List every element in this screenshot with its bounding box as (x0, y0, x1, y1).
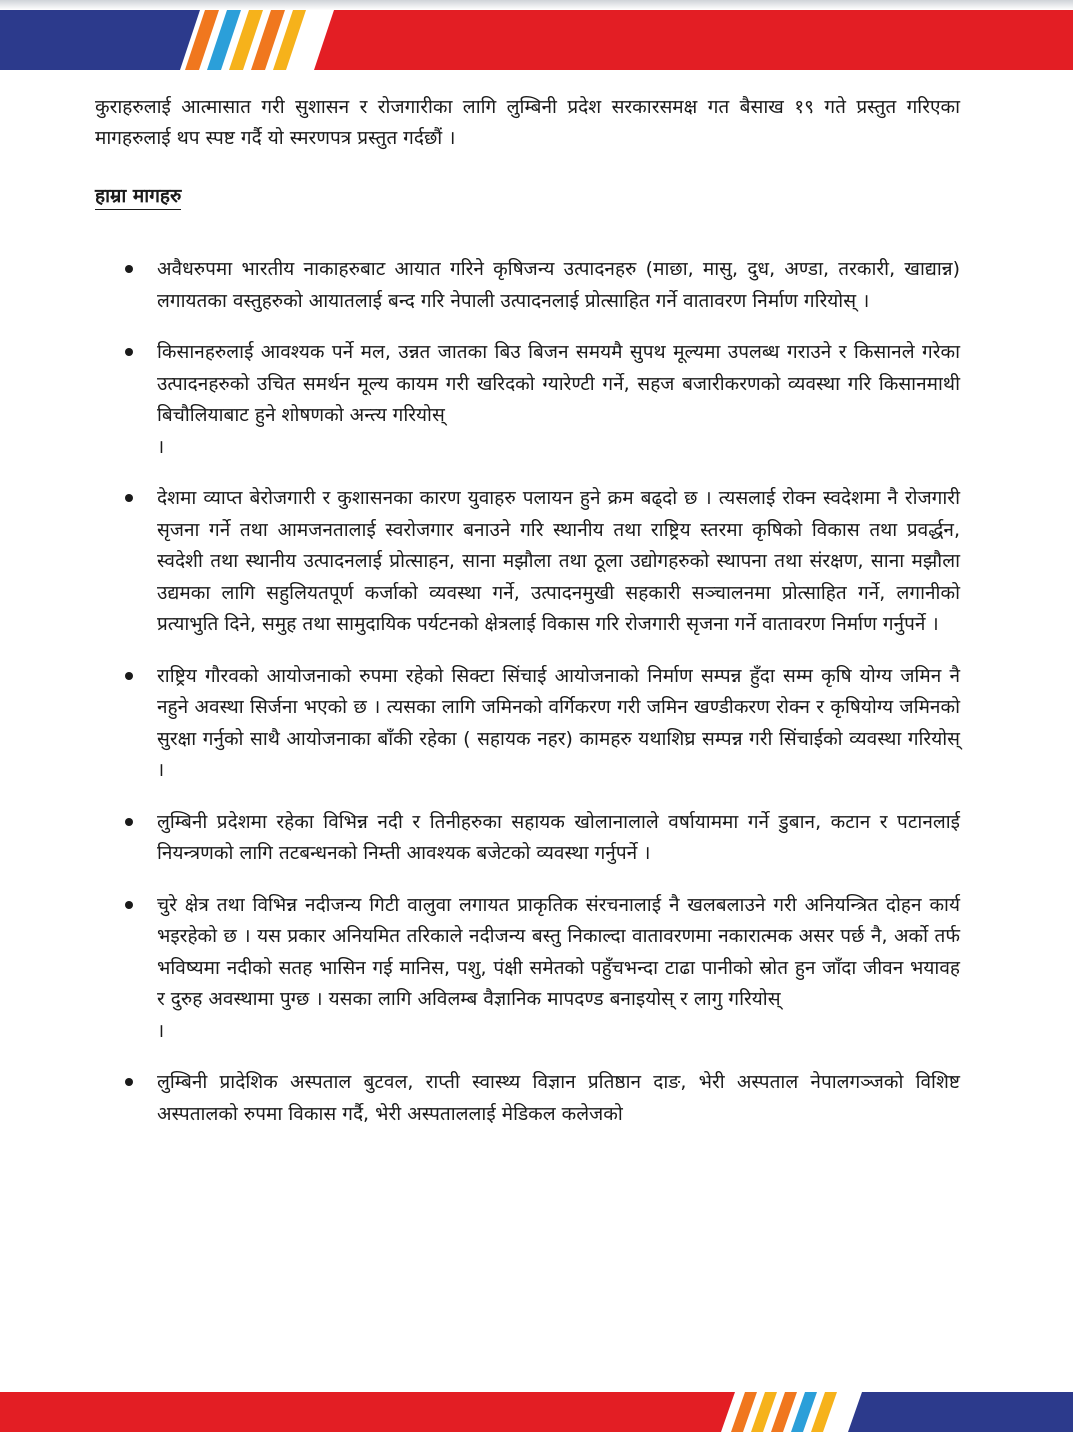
stripe-orange-1 (731, 1392, 757, 1432)
bullet-icon (125, 348, 133, 356)
demands-heading: हाम्रा मागहरु (95, 184, 181, 210)
stripe-yellow (751, 1392, 777, 1432)
header-color-band (0, 10, 1073, 70)
demand-text: चुरे क्षेत्र तथा विभिन्न नदीजन्य गिटी वालुवा लगायत प्राकृतिक संरचनालाई नै खलबलाउने गरी अनियन्त्रित दोहन कार्य भइरहेको छ । यस प्रकार अनियमित तरिकाले नदीजन्य बस्तु निकाल्दा वातावरणमा नकारात्मक असर पर्छ नै, अर्को तर्फ भविष्यमा नदीको सतह भासिन गई मानिस, पशु, पंक्षी समेतको पहुँचभन्दा टाढा पानीको स्रोत हुन जाँदा जीवन भयावह र दुरुह अवस्थामा पुग्छ । यसका लागि अविलम्ब वैज्ञानिक मापदण्ड बनाइयोस् र लागु गरियोस् (157, 893, 960, 1010)
intro-paragraph: कुराहरुलाई आत्मासात गरी सुशासन र रोजगारीका लागि लुम्बिनी प्रदेश सरकारसमक्ष गत बैसाख १९ गते प्रस्तुत गरिएका मागहरुलाई थप स्पष्ट गर्दै यो स्मरणपत्र प्रस्तुत गर्दछौं । (95, 96, 960, 149)
bullet-icon (125, 901, 133, 909)
demand-item (95, 807, 960, 870)
bullet-icon (125, 672, 133, 680)
demand-item (95, 254, 960, 317)
stripe-orange-2 (771, 1392, 797, 1432)
stripe-yellow-2 (811, 1392, 837, 1432)
document-body (95, 92, 960, 1150)
demand-item (95, 661, 960, 787)
demand-text: देशमा व्याप्त बेरोजगारी र कुशासनका कारण युवाहरु पलायन हुने क्रम बढ्दो छ । त्यसलाई रोक्न स्वदेशमा नै रोजगारी सृजना गर्ने तथा आमजनतालाई स्वरोजगार बनाउने गरि स्थानीय तथा राष्ट्रिय स्तरमा कृषिको विकास तथा प्रवर्द्धन, स्वदेशी तथा स्थानीय उत्पादनलाई प्रोत्साहन, साना मझौला तथा ठूला उद्योगहरुको स्थापना तथा संरक्षण, साना मझौला उद्यमका लागि सहुलियतपूर्ण कर्जाको व्यवस्था गर्ने, उत्पादनमुखी सहकारी सञ्चालनमा प्रोत्साहित गर्ने, लगानीको प्रत्याभुति दिने, समुह तथा सामुदायिक पर्यटनको क्षेत्रलाई विकास गरि रोजगारी सृजना गर्ने वातावरण निर्माण गर्नुपर्ने । (157, 487, 960, 635)
demand-item (95, 483, 960, 641)
band-blue (0, 10, 200, 70)
bullet-icon (125, 818, 133, 826)
demand-text: अवैधरुपमा भारतीय नाकाहरुबाट आयात गरिने कृषिजन्य उत्पादनहरु (माछा, मासु, दुध, अण्डा, तरकारी, खाद्यान्न) लगायतका वस्तुहरुको आयातलाई बन्द गरि नेपाली उत्पादनलाई प्रोत्साहित गर्ने वातावरण निर्माण गरियोस् । (157, 258, 960, 312)
bullet-icon (125, 265, 133, 273)
demand-trailing-mark: । (157, 435, 165, 458)
footer-color-band (0, 1392, 1073, 1432)
demand-text: लुम्बिनी प्रादेशिक अस्पताल बुटवल, राप्ती स्वास्थ्य विज्ञान प्रतिष्ठान दाङ, भेरी अस्पताल नेपालगञ्जको विशिष्ट अस्पतालको रुपमा विकास गर्दै, भेरी अस्पताललाई मेडिकल कलेजको (157, 1071, 960, 1125)
demand-item (95, 337, 960, 463)
band-red (0, 1392, 735, 1432)
header-band-graphic (0, 10, 1073, 70)
band-blue (848, 1392, 1073, 1432)
bullet-icon (125, 494, 133, 502)
stripe-lightblue (791, 1392, 817, 1432)
demand-trailing-mark: । (157, 1019, 165, 1042)
bullet-icon (125, 1078, 133, 1086)
demands-list (95, 254, 960, 1130)
footer-band-graphic (0, 1392, 1073, 1432)
demand-item (95, 890, 960, 1048)
demand-text: लुम्बिनी प्रदेशमा रहेका विभिन्न नदी र तिनीहरुका सहायक खोलानालाले वर्षायाममा गर्ने डुबान, कटान र पटानलाई नियन्त्रणको लागि तटबन्धनको निम्ती आवश्यक बजेटको व्यवस्था गर्नुपर्ने । (157, 810, 960, 864)
demand-item (95, 1067, 960, 1130)
page-top-shadow (0, 0, 1073, 10)
demand-text: राष्ट्रिय गौरवको आयोजनाको रुपमा रहेको सिक्टा सिंचाई आयोजनाको निर्माण सम्पन्न हुँदा सम्म कृषि योग्य जमिन नै नहुने अवस्था सिर्जना भएको छ । त्यसका लागि जमिनको वर्गिकरण गरी जमिन खण्डीकरण रोक्न र कृषियोग्य जमिनको सुरक्षा गर्नुको साथै आयोजनाका बाँकी रहेका ( सहायक नहर) कामहरु यथाशिघ्र सम्पन्न गरी सिंचाईको व्यवस्था गरियोस् । (157, 664, 960, 781)
demand-text: किसानहरुलाई आवश्यक पर्ने मल, उन्नत जातका बिउ बिजन समयमै सुपथ मूल्यमा उपलब्ध गराउने र किसानले गरेका उत्पादनहरुको उचित समर्थन मूल्य कायम गरी खरिदको ग्यारेण्टी गर्ने, सहज बजारीकरणको व्यवस्था गरि किसानमाथी बिचौलियाबाट हुने शोषणको अन्त्य गरियोस् (157, 341, 960, 426)
band-red (314, 10, 1073, 70)
